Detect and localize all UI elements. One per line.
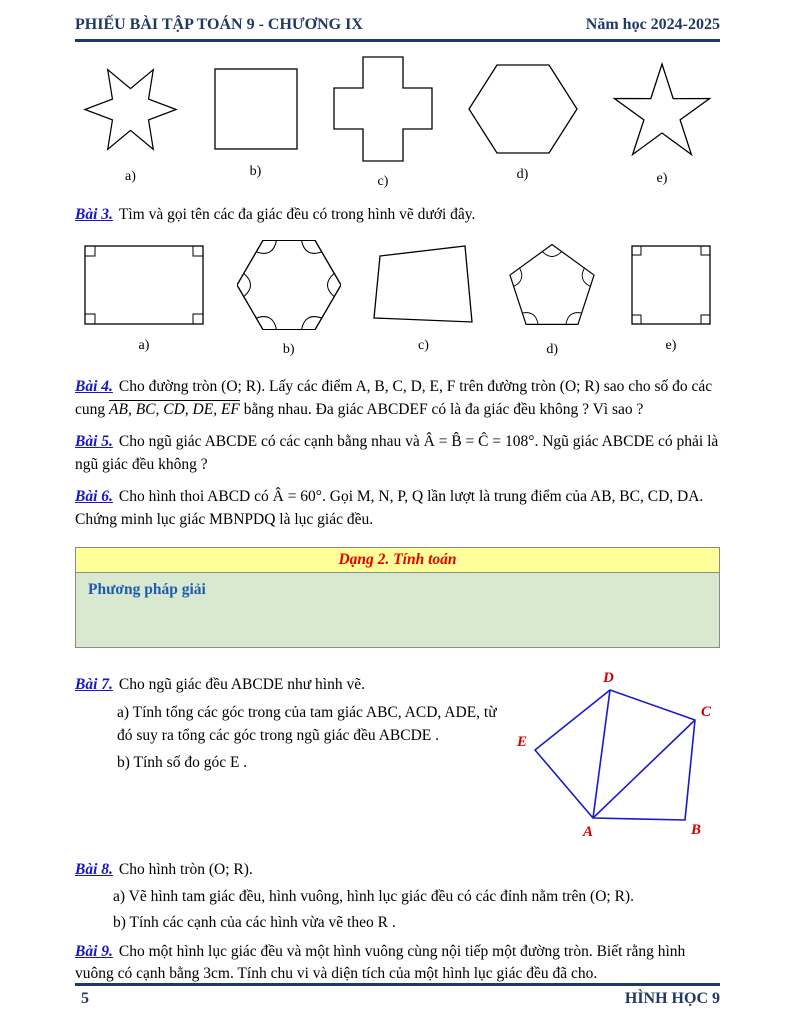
figure-d1: [467, 63, 579, 183]
figure-e1: [612, 59, 712, 187]
figure-b1: [212, 66, 300, 180]
exercise-bai7-text-block: [75, 674, 509, 849]
section-dang2: [75, 547, 720, 648]
cross-shape: [333, 56, 433, 162]
arc-notation: AB, BC, CD, DE, EF: [109, 400, 240, 418]
exercise-bai8-item-b: b) Tính các cạnh của các hình vừa vẽ theo R .: [113, 914, 396, 932]
exercise-bai6: [75, 486, 720, 531]
vertex-label-b: B: [691, 822, 702, 839]
exercise-bai3-label: Bài 3.: [75, 206, 113, 223]
vertex-label-c: C: [701, 704, 712, 721]
exercise-bai8-label: Bài 8.: [75, 861, 113, 879]
exercise-bai9: [75, 941, 720, 986]
exercise-bai7-intro-line: [75, 674, 509, 696]
exercise-bai7-item-b: b) Tính số đo góc E .: [117, 754, 248, 772]
figure-c2: [373, 244, 475, 354]
page-footer: [75, 983, 720, 1008]
pentagon-with-angle-arcs-shape: [506, 240, 598, 330]
shape-row-2: [75, 240, 720, 358]
figure-label: a): [138, 338, 150, 354]
method-box: [76, 573, 719, 647]
figure-b2: [237, 240, 341, 358]
figure-label: b): [249, 164, 262, 179]
pentagon-figure: [515, 668, 720, 849]
figure-label: e): [656, 171, 668, 186]
pentagon-abcde-diagram: [515, 668, 720, 844]
figure-label: a): [125, 168, 136, 184]
exercise-bai8-intro: Cho hình tròn (O; R).: [118, 861, 253, 879]
exercise-bai7-intro: Cho ngũ giác đều ABCDE như hình vẽ.: [118, 676, 365, 694]
figure-label: c): [418, 338, 429, 354]
quadrilateral-shape: [373, 244, 475, 326]
figure-label: d): [546, 342, 559, 358]
vertex-label-d: D: [603, 670, 614, 687]
exercise-bai7-label: Bài 7.: [75, 676, 113, 694]
hexagon-with-angle-arcs-shape: [237, 240, 341, 330]
five-pointed-star-shape: [612, 59, 712, 159]
header-title: PHIẾU BÀI TẬP TOÁN 9 - CHƯƠNG IX: [75, 16, 363, 33]
figure-a2: [83, 244, 205, 354]
page-header: [75, 16, 720, 42]
figure-e2: [630, 244, 712, 354]
exercise-bai4-text-2: bằng nhau. Đa giác ABCDEF có là đa giác đều không ? Vì sao ?: [239, 400, 644, 418]
figure-c1: [333, 56, 433, 190]
exercise-bai7-items: [75, 701, 509, 775]
exercise-bai8-item-a: a) Vẽ hình tam giác đều, hình vuông, hình lục giác đều có các đỉnh nằm trên (O; R).: [113, 887, 634, 905]
figure-label: b): [282, 342, 295, 358]
exercise-bai6-label: Bài 6.: [75, 488, 113, 506]
figure-label: e): [665, 338, 677, 354]
exercise-bai7-item-a: a) Tính tổng các góc trong của tam giác ABC, ACD, ADE, từ đó suy ra tổng các góc trong ngũ giác đều ABCDE .: [117, 703, 497, 744]
vertex-label-a: A: [583, 824, 594, 841]
exercise-bai9-label: Bài 9.: [75, 942, 113, 960]
vertex-label-e: E: [517, 734, 528, 751]
method-title: Phương pháp giải: [88, 581, 206, 599]
exercise-bai8: [75, 859, 720, 881]
shape-row-1: [75, 56, 720, 190]
square-shape: [212, 66, 300, 152]
exercise-bai5: [75, 431, 720, 476]
exercise-bai7: [75, 670, 720, 849]
exercise-bai4-text-1: Cho đường tròn (O; R). Lấy các điểm A, B, C, D, E, F trên đường tròn (O; R) sao cho số đo các cung: [75, 378, 713, 418]
header-school-year: Năm học 2024-2025: [585, 16, 720, 33]
figure-a1: [83, 62, 178, 185]
exercise-bai4: [75, 376, 720, 421]
six-pointed-star-shape: [83, 62, 178, 157]
figure-label: c): [377, 174, 389, 189]
square-with-right-angle-marks-shape: [630, 244, 712, 326]
exercise-bai3-text: Tìm và gọi tên các đa giác đều có trong hình vẽ dưới đây.: [118, 206, 476, 223]
figure-label: d): [516, 167, 529, 182]
exercise-bai5-label: Bài 5.: [75, 433, 113, 451]
figure-d2: [506, 240, 598, 358]
page-number: 5: [81, 990, 89, 1007]
exercise-bai5-text: Cho ngũ giác ABCDE có các cạnh bằng nhau và Â = B̂ = Ĉ = 108°. Ngũ giác ABCDE có phải là ngũ giác đều không ?: [75, 433, 719, 473]
hexagon-shape: [467, 63, 579, 155]
rectangle-with-right-angle-marks-shape: [83, 244, 205, 326]
exercise-bai4-label: Bài 4.: [75, 378, 113, 396]
footer-section-title: HÌNH HỌC 9: [624, 990, 720, 1007]
section-dang2-banner: Dạng 2. Tính toán: [76, 548, 719, 573]
exercise-bai6-text: Cho hình thoi ABCD có Â = 60°. Gọi M, N, P, Q lần lượt là trung điểm của AB, BC, CD, DA. Chứng minh lục giác MBNPDQ là lục giác đều.: [75, 488, 704, 528]
exercise-bai9-text: Cho một hình lục giác đều và một hình vuông cùng nội tiếp một đường tròn. Biết rằng hình vuông có cạnh bằng 3cm. Tính chu vi và diện tích của một hình lục giác đều đã cho.: [75, 942, 686, 983]
exercise-bai3: [75, 204, 720, 226]
